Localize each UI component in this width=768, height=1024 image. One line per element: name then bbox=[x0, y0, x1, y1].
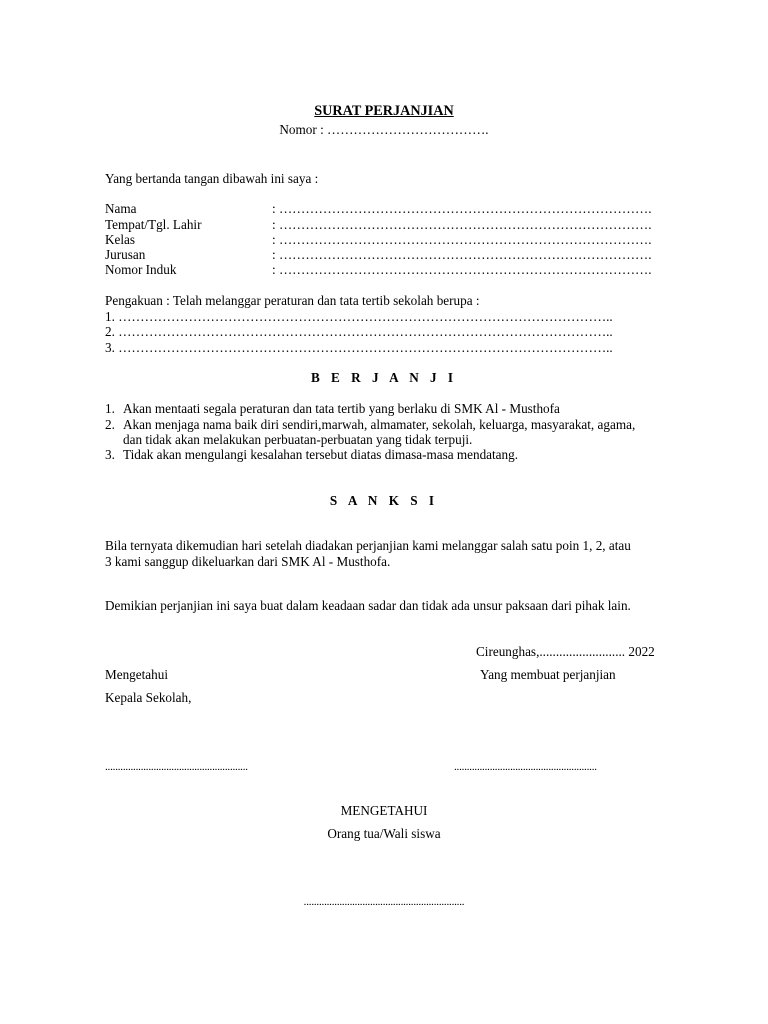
violation-item: 3. ………………………………………………………………………………………………….. bbox=[105, 340, 613, 355]
document-number: Nomor : ………………………………. bbox=[279, 122, 489, 137]
field-label: Kelas bbox=[105, 232, 136, 247]
field-value: : …………………………………………………………………………. bbox=[272, 247, 652, 262]
pledge-text: Tidak akan mengulangi kesalahan tersebut diatas dimasa-masa mendatang. bbox=[123, 447, 519, 462]
pledge-text: dan tidak akan melakukan perbuatan-perbuatan yang tidak terpuji. bbox=[123, 432, 473, 447]
pledge-text: Akan mentaati segala peraturan dan tata tertib yang berlaku di SMK Al - Musthofa bbox=[123, 401, 560, 416]
left-sign-line2: Kepala Sekolah, bbox=[105, 690, 192, 705]
field-value: : …………………………………………………………………………. bbox=[272, 201, 652, 216]
field-label: Jurusan bbox=[105, 247, 146, 262]
bottom-sign-line1: MENGETAHUI bbox=[340, 803, 428, 818]
field-value: : …………………………………………………………………………. bbox=[272, 217, 652, 232]
field-label: Nama bbox=[105, 201, 137, 216]
pengakuan-text: Pengakuan : Telah melanggar peraturan dan tata tertib sekolah berupa : bbox=[105, 293, 480, 308]
left-sign-line1: Mengetahui bbox=[105, 667, 168, 682]
place-date: Cireunghas,.......................... 2022 bbox=[476, 644, 655, 659]
violation-item: 2. ………………………………………………………………………………………………….. bbox=[105, 324, 613, 339]
pledge-number: 2. bbox=[105, 417, 115, 432]
sanksi-text: Bila ternyata dikemudian hari setelah diadakan perjanjian kami melanggar salah satu poin 1, 2, atau bbox=[105, 538, 631, 553]
intro-text: Yang bertanda tangan dibawah ini saya : bbox=[105, 171, 319, 186]
right-signature-line: ........................................................ bbox=[454, 761, 597, 773]
bottom-sign-line2: Orang tua/Wali siswa bbox=[327, 826, 441, 841]
field-value: : …………………………………………………………………………. bbox=[272, 262, 652, 277]
left-signature-line: ........................................................ bbox=[105, 761, 248, 773]
field-label: Nomor Induk bbox=[105, 262, 177, 277]
pledge-number: 1. bbox=[105, 401, 115, 416]
bottom-signature-line: ............................................................... bbox=[303, 896, 465, 908]
right-sign-line1: Yang membuat perjanjian bbox=[480, 667, 616, 682]
sanksi-text: 3 kami sanggup dikeluarkan dari SMK Al - Musthofa. bbox=[105, 554, 391, 569]
pledge-number: 3. bbox=[105, 447, 115, 462]
document-title: SURAT PERJANJIAN bbox=[314, 103, 454, 119]
violation-item: 1. ………………………………………………………………………………………………….. bbox=[105, 309, 613, 324]
field-value: : …………………………………………………………………………. bbox=[272, 232, 652, 247]
pledge-text: Akan menjaga nama baik diri sendiri,marwah, almamater, sekolah, keluarga, masyarakat, agama, bbox=[123, 417, 636, 432]
berjanji-heading: B E R J A N J I bbox=[310, 370, 458, 385]
field-label: Tempat/Tgl. Lahir bbox=[105, 217, 202, 232]
sanksi-heading: S A N K S I bbox=[329, 493, 439, 508]
closing-text: Demikian perjanjian ini saya buat dalam keadaan sadar dan tidak ada unsur paksaan dari pihak lain. bbox=[105, 598, 631, 613]
